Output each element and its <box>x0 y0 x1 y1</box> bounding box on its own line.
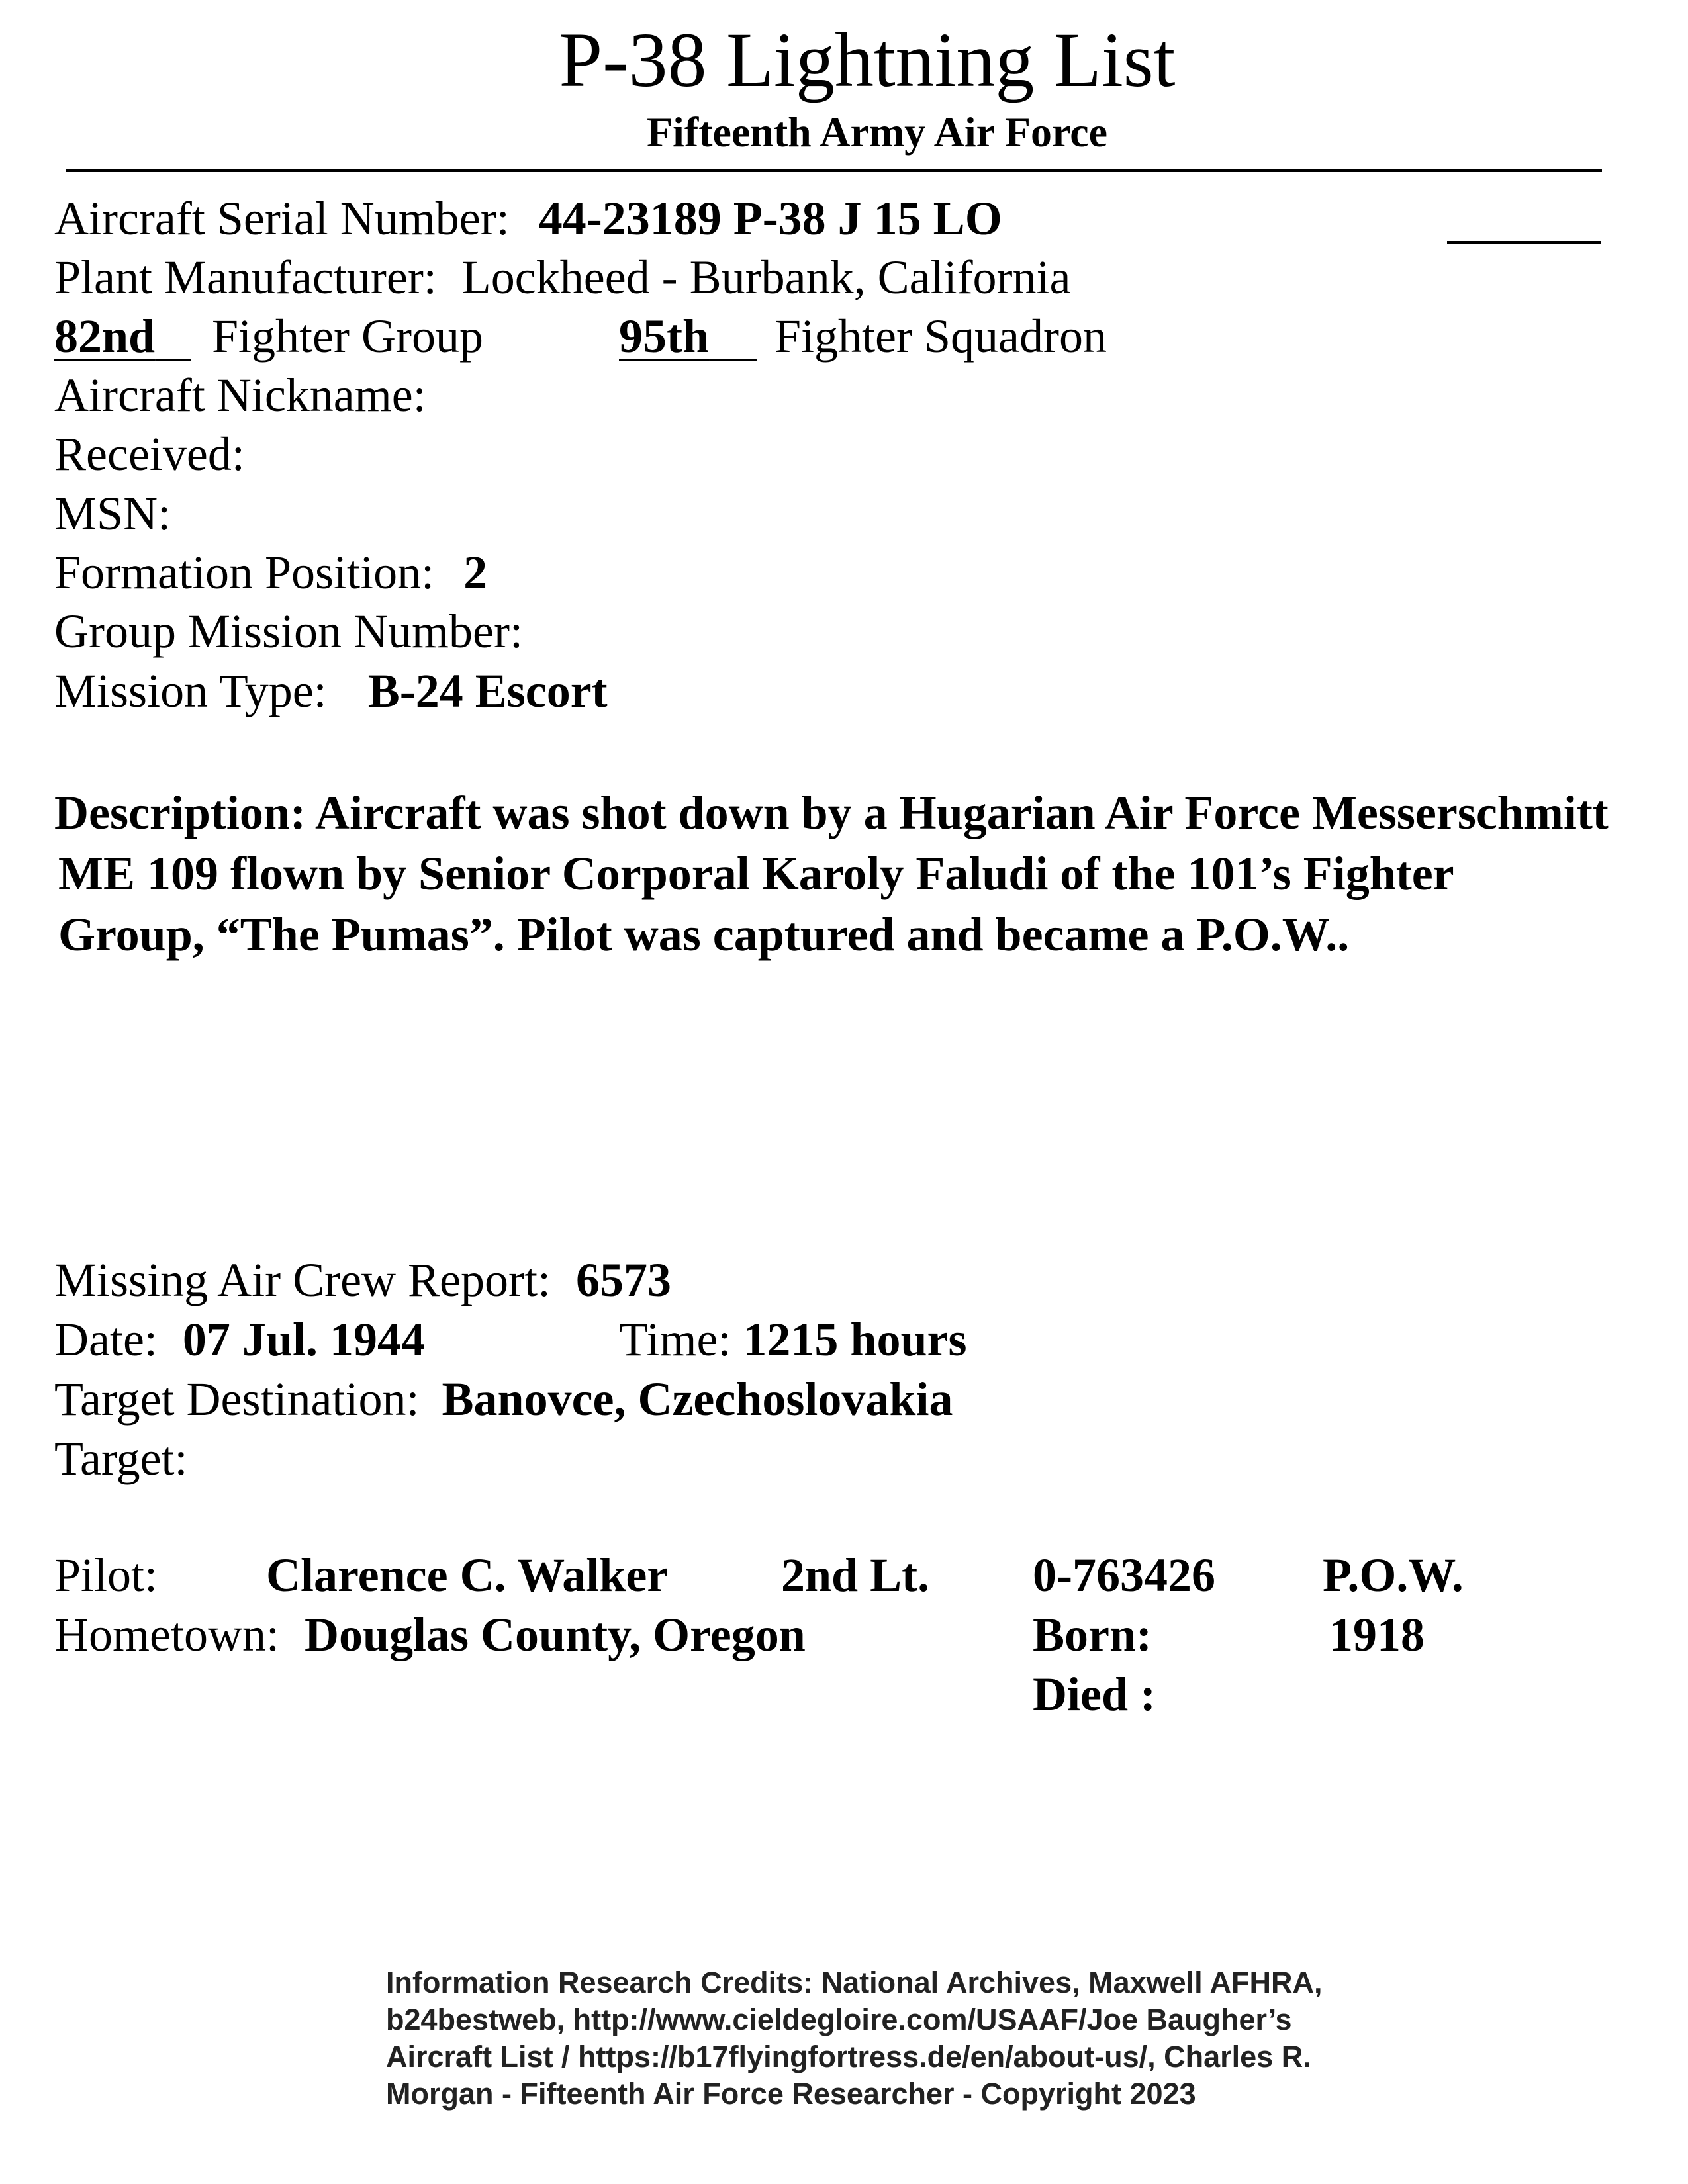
manufacturer-value: Lockheed - Burbank, California <box>461 251 1071 304</box>
target-destination-value: Banovce, Czechoslovakia <box>442 1373 953 1426</box>
received-label: Received: <box>54 428 245 480</box>
pilot-status: P.O.W. <box>1323 1549 1464 1602</box>
time-value: 1215 hours <box>743 1313 967 1366</box>
mission-type-row <box>54 664 608 717</box>
group-mission-label: Group Mission Number: <box>54 605 523 658</box>
group-row <box>54 310 191 363</box>
serial-row <box>54 192 1002 245</box>
manufacturer-row <box>54 251 1071 304</box>
credits-line-2: b24bestweb, http://www.cieldegloire.com/USAAF/Joe Baugher’s <box>386 2003 1292 2036</box>
pilot-rank: 2nd Lt. <box>781 1549 930 1602</box>
hometown-row <box>54 1608 806 1661</box>
time-row <box>619 1313 967 1366</box>
date-row <box>54 1313 425 1366</box>
macr-value: 6573 <box>576 1253 671 1306</box>
page-title: P-38 Lightning List <box>559 17 1176 103</box>
mission-type-value: B-24 Escort <box>367 664 608 717</box>
formation-value: 2 <box>463 546 488 599</box>
hometown-label: Hometown: <box>54 1608 279 1661</box>
target-destination-label: Target Destination: <box>54 1373 420 1426</box>
time-label: Time: <box>619 1313 731 1366</box>
group-value: 82nd <box>54 310 156 363</box>
header-divider <box>66 169 1602 172</box>
pilot-label: Pilot: <box>54 1549 158 1602</box>
pilot-name: Clarence C. Walker <box>266 1549 669 1602</box>
formation-label: Formation Position: <box>54 546 435 599</box>
serial-blank-line <box>1447 241 1601 244</box>
macr-label: Missing Air Crew Report: <box>54 1253 551 1306</box>
date-label: Date: <box>54 1313 158 1366</box>
macr-row <box>54 1253 671 1306</box>
squadron-value: 95th <box>619 310 710 363</box>
squadron-row <box>619 310 757 363</box>
squadron-label: Fighter Squadron <box>774 310 1107 363</box>
msn-label: MSN: <box>54 487 171 540</box>
manufacturer-label: Plant Manufacturer: <box>54 251 437 304</box>
target-label: Target: <box>54 1432 188 1485</box>
credits-line-3: Aircraft List / https://b17flyingfortress.de/en/about-us/, Charles R. <box>386 2040 1311 2073</box>
nickname-label: Aircraft Nickname: <box>54 369 426 422</box>
serial-value: 44-23189 P-38 J 15 LO <box>538 192 1002 245</box>
description-line-3: Group, “The Pumas”. Pilot was captured and became a P.O.W.. <box>58 908 1350 961</box>
credits-line-1: Information Research Credits: National Archives, Maxwell AFHRA, <box>386 1966 1323 1999</box>
date-value: 07 Jul. 1944 <box>182 1313 425 1366</box>
formation-row <box>54 546 488 599</box>
group-label: Fighter Group <box>212 310 483 363</box>
pilot-serial: 0-763426 <box>1033 1549 1215 1602</box>
description-line-2: ME 109 flown by Senior Corporal Karoly Faludi of the 101’s Fighter <box>58 847 1454 900</box>
credits-line-4: Morgan - Fifteenth Air Force Researcher - Copyright 2023 <box>386 2077 1196 2111</box>
page-subtitle: Fifteenth Army Air Force <box>646 109 1108 156</box>
description <box>54 782 1609 965</box>
born-label: Born: <box>1033 1608 1152 1661</box>
serial-label: Aircraft Serial Number: <box>54 192 510 245</box>
died-label: Died : <box>1033 1668 1156 1721</box>
description-line-1: Description: Aircraft was shot down by a Hugarian Air Force Messerschmitt <box>54 786 1609 839</box>
born-value: 1918 <box>1329 1608 1425 1661</box>
research-credits <box>386 1964 1323 2113</box>
hometown-value: Douglas County, Oregon <box>304 1608 806 1661</box>
mission-type-label: Mission Type: <box>54 664 327 717</box>
target-destination-row <box>54 1373 953 1426</box>
